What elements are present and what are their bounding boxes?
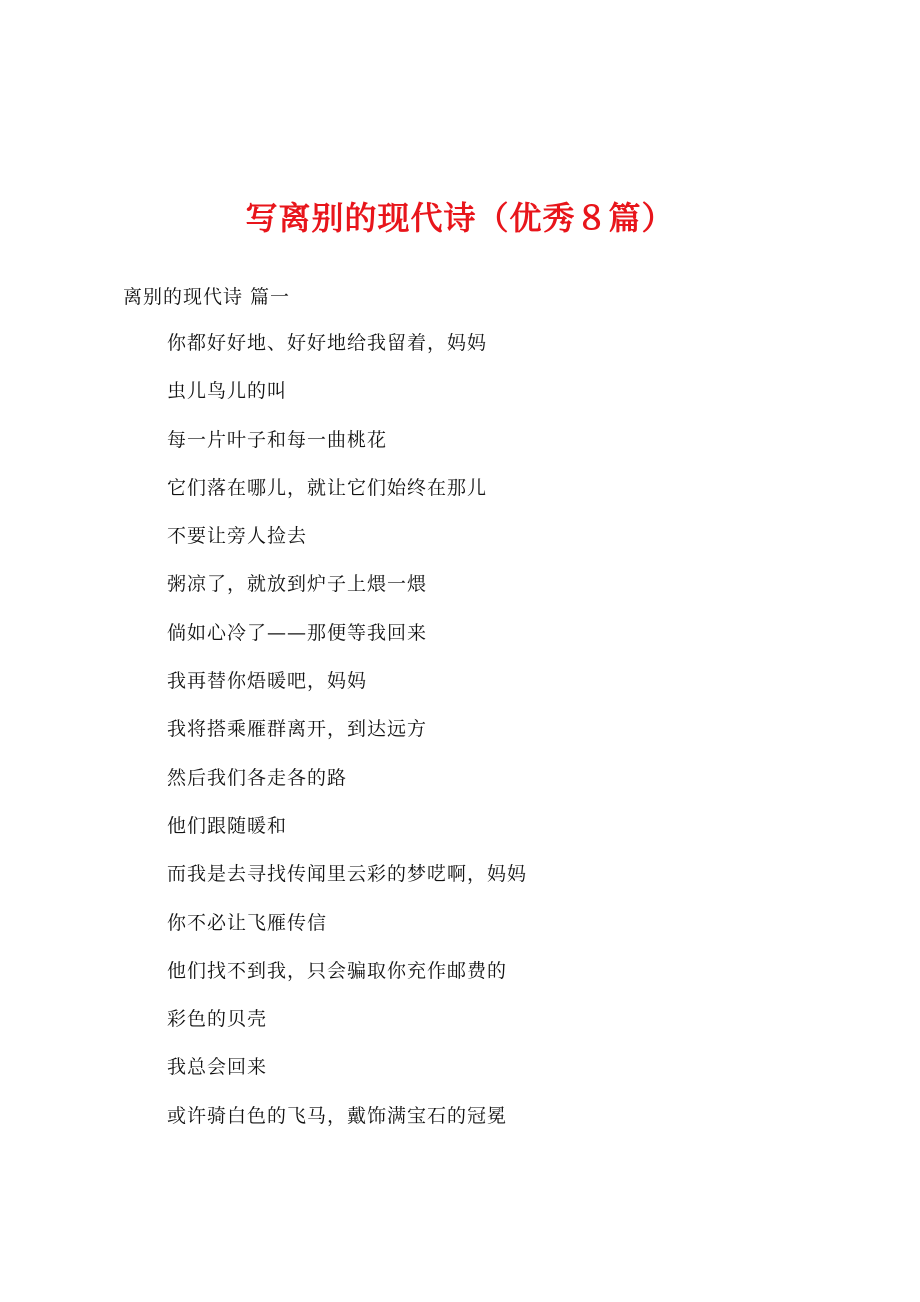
poem-line: 我再替你焐暖吧，妈妈 bbox=[167, 670, 368, 693]
poem-line: 不要让旁人捡去 bbox=[167, 525, 308, 548]
document-title: 写离别的现代诗（优秀８篇） bbox=[245, 199, 675, 237]
poem-line: 他们找不到我，只会骗取你充作邮费的 bbox=[167, 959, 508, 982]
poem-line: 或许骑白色的飞马，戴饰满宝石的冠冕 bbox=[167, 1104, 508, 1127]
poem-body bbox=[167, 328, 527, 1149]
poem-line: 每一片叶子和每一曲桃花 bbox=[167, 428, 388, 451]
poem-line: 它们落在哪儿，就让它们始终在那儿 bbox=[167, 476, 488, 499]
poem-line: 我将搭乘雁群离开，到达远方 bbox=[167, 718, 428, 741]
poem-line: 彩色的贝壳 bbox=[167, 1008, 268, 1031]
poem-line: 而我是去寻找传闻里云彩的梦呓啊，妈妈 bbox=[167, 863, 528, 886]
poem-line: 然后我们各走各的路 bbox=[167, 766, 348, 789]
poem-line: 你都好好地、好好地给我留着，妈妈 bbox=[167, 332, 488, 354]
poem-line: 你不必让飞雁传信 bbox=[167, 911, 328, 934]
poem-line: 他们跟随暖和 bbox=[167, 814, 288, 837]
poem-line: 我总会回来 bbox=[167, 1056, 268, 1079]
poem-line: 粥凉了，就放到炉子上煨一煨 bbox=[167, 573, 428, 596]
section-heading: 离别的现代诗 篇一 bbox=[123, 286, 291, 308]
poem-line: 虫儿鸟儿的叫 bbox=[167, 380, 288, 403]
poem-line: 倘如心冷了——那便等我回来 bbox=[167, 621, 428, 644]
